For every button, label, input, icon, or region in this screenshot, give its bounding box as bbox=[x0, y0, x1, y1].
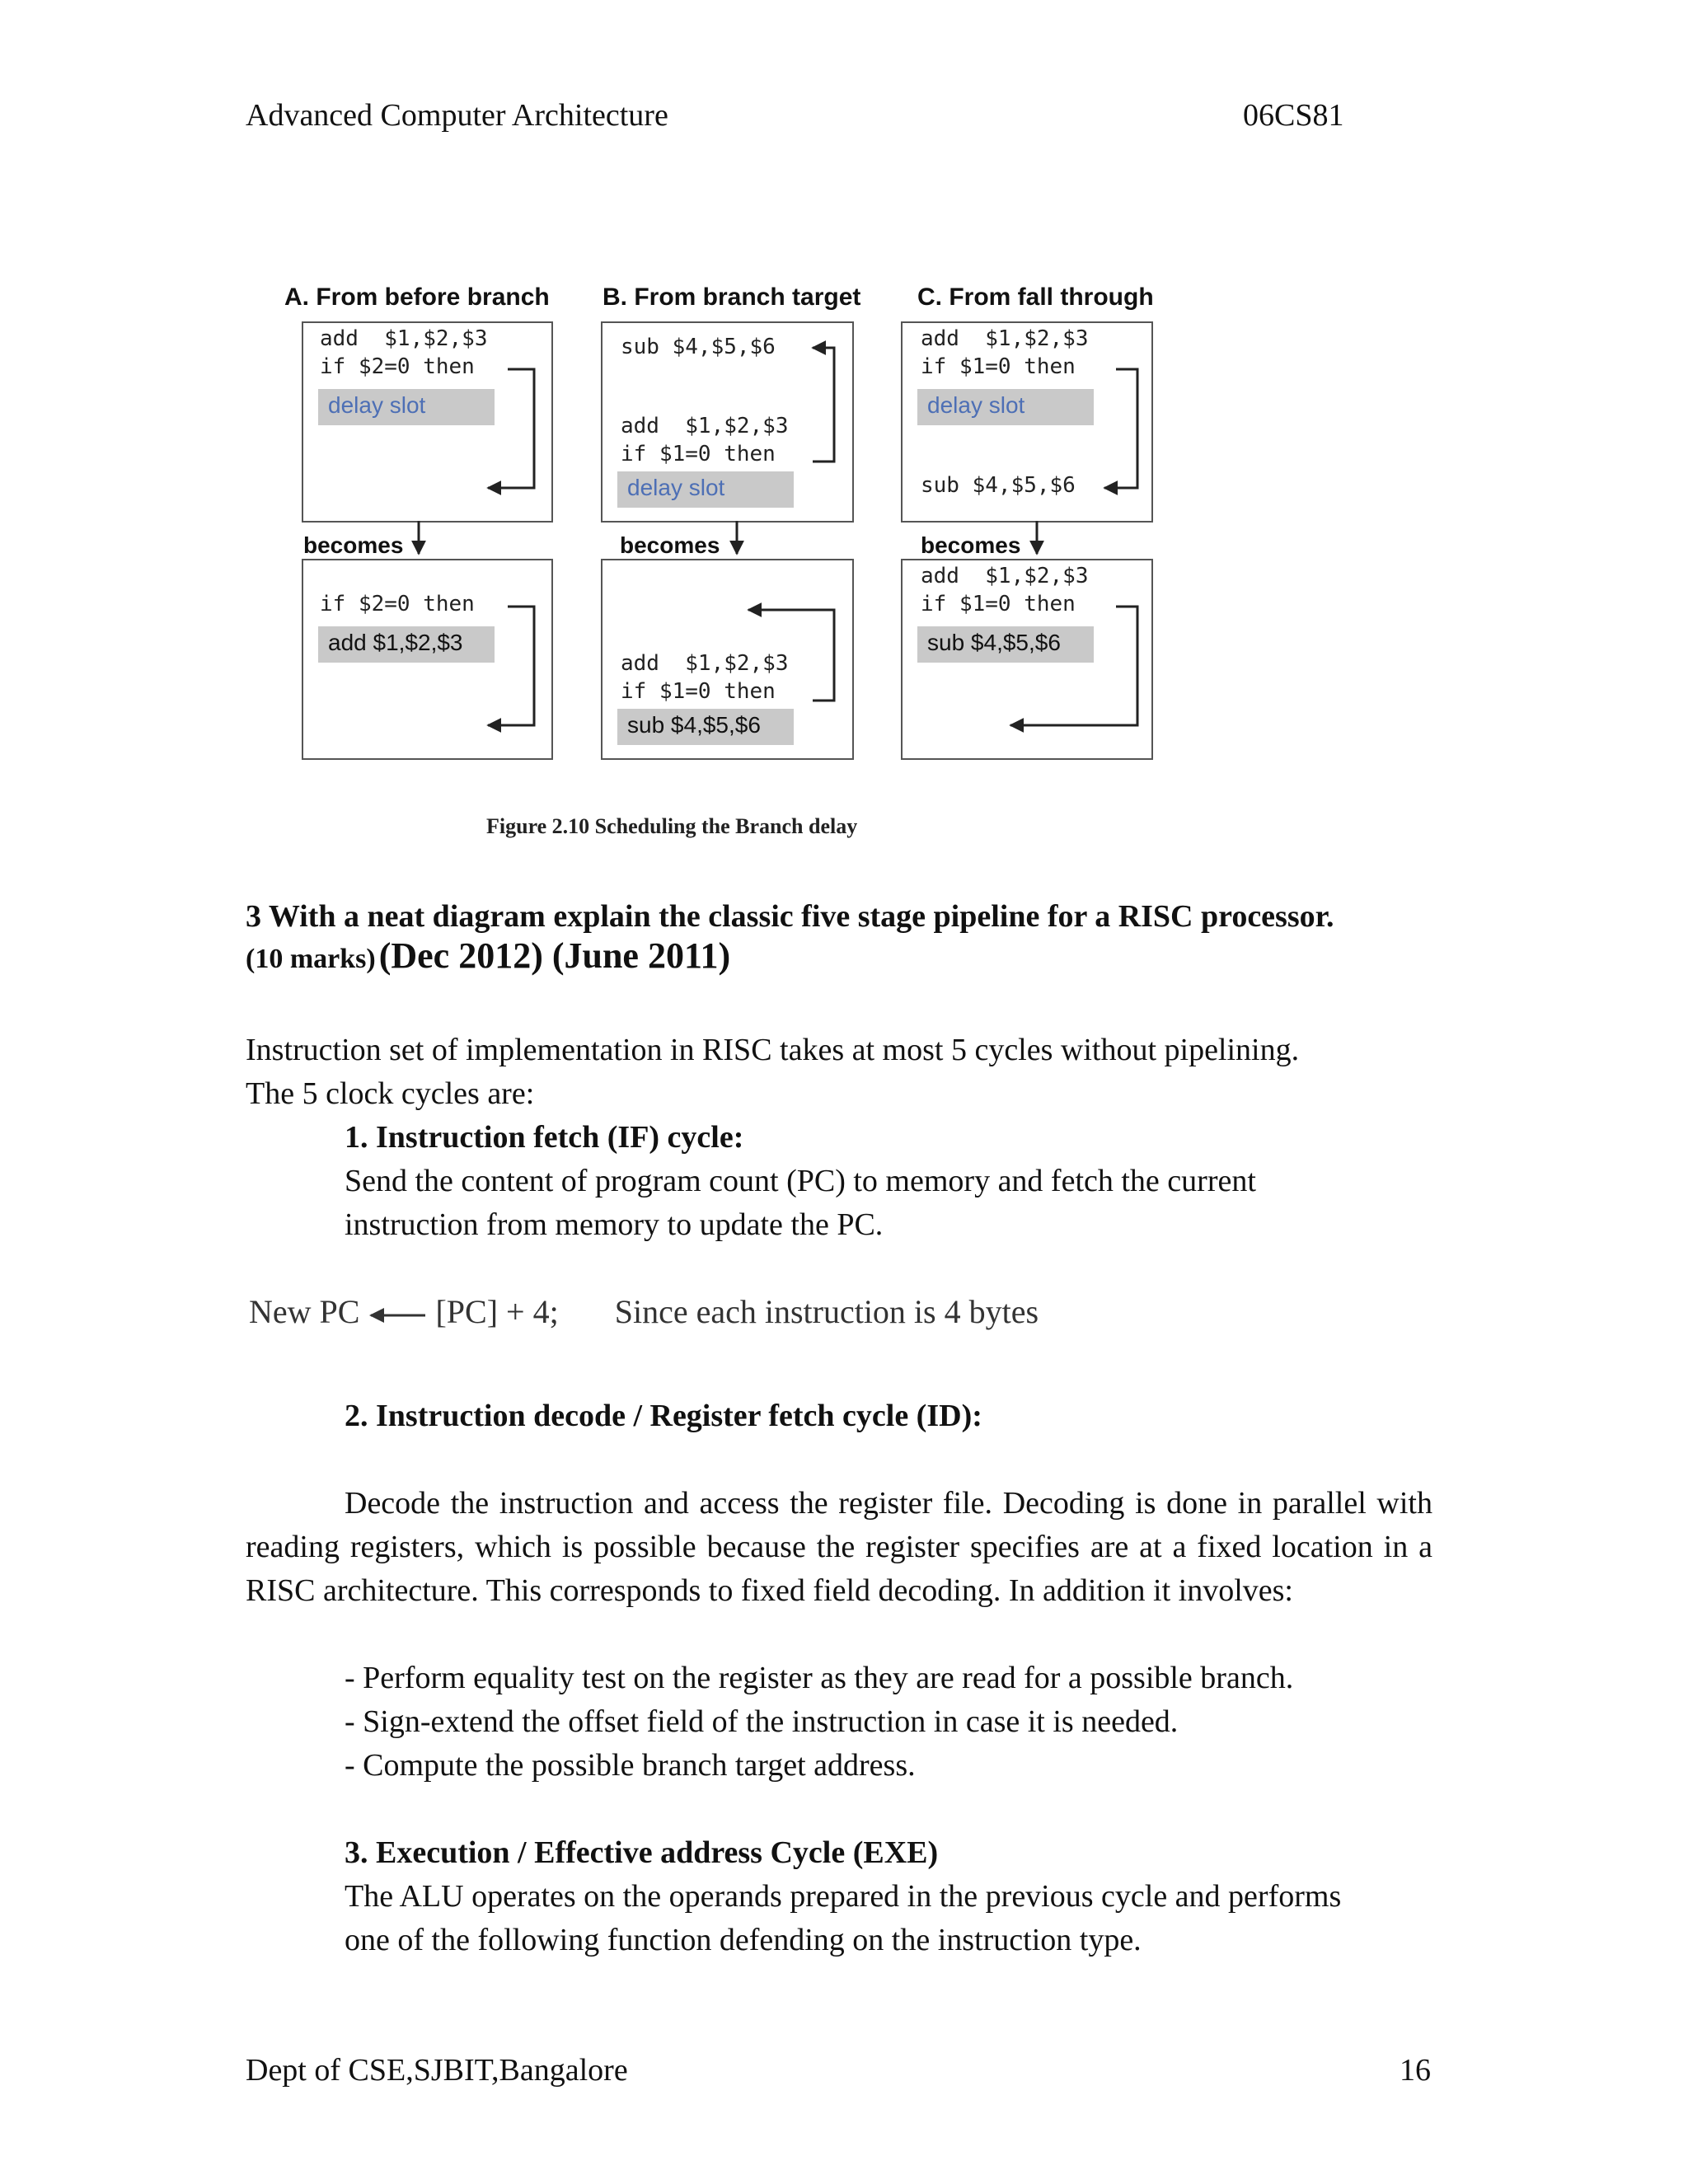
page-footer-dept: Dept of CSE,SJBIT,Bangalore bbox=[246, 2053, 628, 2088]
becomes-label-c: becomes bbox=[921, 532, 1021, 558]
code-line: if $1=0 then bbox=[921, 592, 1076, 616]
figure-column-title-b: B. From branch target bbox=[603, 284, 861, 311]
code-line: add $1,$2,$3 bbox=[921, 326, 1089, 351]
formula-new-pc: New PC bbox=[249, 1293, 360, 1330]
id-bullet-2: - Sign-extend the offset field of the instruction in case it is needed. bbox=[345, 1704, 1179, 1739]
filled-slot: add $1,$2,$3 bbox=[318, 626, 495, 663]
branch-delay-figure bbox=[0, 0, 1688, 857]
formula-pc-plus-4: [PC] + 4; bbox=[435, 1293, 559, 1330]
code-line: if $1=0 then bbox=[621, 679, 776, 704]
delay-slot: delay slot bbox=[617, 471, 794, 508]
code-line: if $1=0 then bbox=[621, 442, 776, 466]
exe-text-2: one of the following function defending on the instruction type. bbox=[345, 1923, 1142, 1957]
question-marks-line bbox=[246, 935, 730, 977]
delay-slot: delay slot bbox=[917, 389, 1094, 425]
figure-box-b-after bbox=[601, 559, 854, 760]
figure-column-title-c: C. From fall through bbox=[917, 284, 1154, 311]
intro-line-2: The 5 clock cycles are: bbox=[246, 1076, 535, 1111]
becomes-label-b: becomes bbox=[620, 532, 720, 558]
id-paragraph: Decode the instruction and access the register file. Decoding is done in parallel with reading registers, which is possible because the register specifies are at a fixed location in a RISC architecture. This corresponds to fixed field decoding. In addition it involves: bbox=[246, 1486, 1432, 1608]
formula-explanation: Since each instruction is 4 bytes bbox=[614, 1293, 1039, 1330]
question-dates: (Dec 2012) (June 2011) bbox=[378, 935, 731, 976]
code-line: add $1,$2,$3 bbox=[621, 651, 789, 676]
id-heading: 2. Instruction decode / Register fetch cycle (ID): bbox=[345, 1399, 982, 1433]
pc-formula bbox=[249, 1292, 1039, 1331]
page-number: 16 bbox=[1400, 2053, 1431, 2088]
becomes-label-a: becomes bbox=[303, 532, 404, 558]
code-line: if $2=0 then bbox=[320, 354, 475, 379]
code-line: add $1,$2,$3 bbox=[921, 564, 1089, 588]
code-line: sub $4,$5,$6 bbox=[921, 473, 1076, 498]
filled-slot: sub $4,$5,$6 bbox=[917, 626, 1094, 663]
id-bullet-1: - Perform equality test on the register as they are read for a possible branch. bbox=[345, 1661, 1294, 1695]
figure-box-c-before bbox=[901, 321, 1153, 523]
question-heading: 3 With a neat diagram explain the classic five stage pipeline for a RISC processor. bbox=[246, 899, 1334, 934]
figure-box-a-before bbox=[302, 321, 553, 523]
figure-caption: Figure 2.10 Scheduling the Branch delay bbox=[486, 814, 858, 838]
left-arrow-icon bbox=[368, 1305, 427, 1325]
filled-slot: sub $4,$5,$6 bbox=[617, 709, 794, 745]
code-line: add $1,$2,$3 bbox=[621, 414, 789, 438]
figure-box-c-after bbox=[901, 559, 1153, 760]
delay-slot: delay slot bbox=[318, 389, 495, 425]
exe-text-1: The ALU operates on the operands prepared in the previous cycle and performs bbox=[345, 1879, 1342, 1914]
code-line: if $2=0 then bbox=[320, 592, 475, 616]
page-header-title: Advanced Computer Architecture bbox=[246, 98, 668, 133]
if-heading: 1. Instruction fetch (IF) cycle: bbox=[345, 1120, 744, 1155]
code-line: sub $4,$5,$6 bbox=[621, 335, 776, 359]
if-text-2: instruction from memory to update the PC. bbox=[345, 1207, 884, 1242]
question-marks: (10 marks) bbox=[246, 944, 376, 974]
figure-box-a-after bbox=[302, 559, 553, 760]
if-text-1: Send the content of program count (PC) to memory and fetch the current bbox=[345, 1164, 1256, 1198]
code-line: if $1=0 then bbox=[921, 354, 1076, 379]
id-bullet-3: - Compute the possible branch target address. bbox=[345, 1748, 916, 1783]
figure-column-title-a: A. From before branch bbox=[284, 284, 550, 311]
figure-box-b-before bbox=[601, 321, 854, 523]
exe-heading: 3. Execution / Effective address Cycle (EXE) bbox=[345, 1835, 939, 1870]
intro-line-1: Instruction set of implementation in RISC takes at most 5 cycles without pipelining. bbox=[246, 1033, 1300, 1067]
page-header-code: 06CS81 bbox=[1243, 98, 1344, 133]
code-line: add $1,$2,$3 bbox=[320, 326, 488, 351]
